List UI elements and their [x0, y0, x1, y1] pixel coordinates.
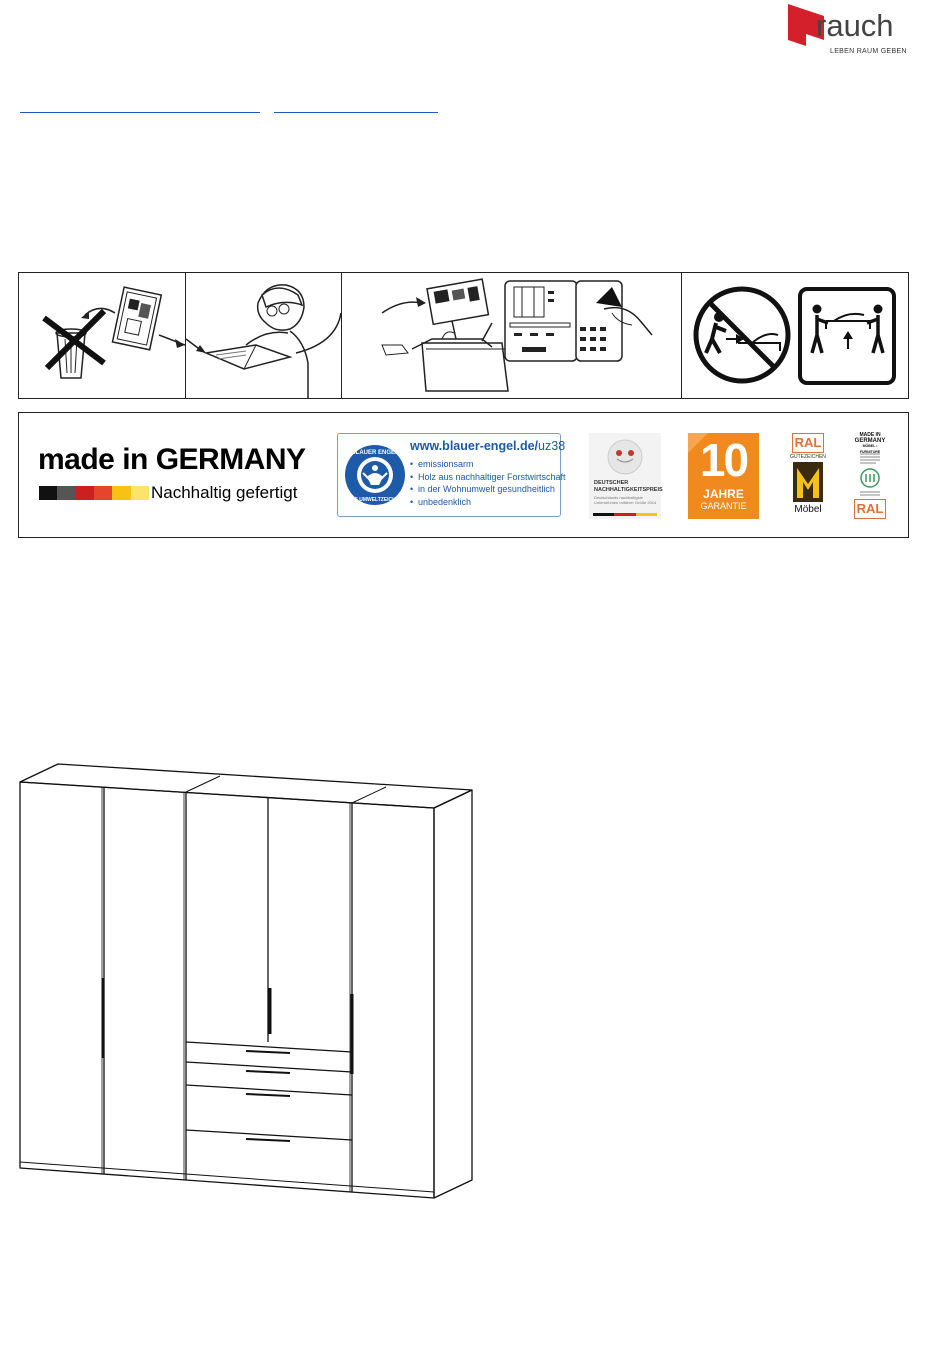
seal-bottom-text: DAS UMWELTZEICHEN	[347, 497, 403, 503]
nachhaltigkeitspreis-badge	[589, 433, 661, 519]
ral2-lines-icon	[852, 452, 888, 498]
seal-top-text: BLAUER ENGEL	[351, 450, 399, 456]
ral2-label: RAL	[854, 499, 886, 519]
list-item: • in der Wohnumwelt gesundheitlich	[410, 483, 566, 496]
ral2-header-line: GERMANY	[854, 437, 886, 444]
url-thin: uz38	[538, 439, 566, 453]
url-bold: www.blauer-engel.de/	[410, 439, 539, 453]
link-underline-1[interactable]	[20, 112, 260, 113]
lifting-warning-icon	[682, 273, 907, 398]
logo-wordmark: rauch	[816, 8, 894, 43]
instruction-strip	[18, 272, 909, 399]
panel-read-manual	[186, 273, 342, 398]
ral-made-in-germany-badge	[852, 433, 888, 519]
garantie-word: GARANTIE	[700, 501, 747, 511]
dnp-title-line: NACHHALTIGKEITSPREIS	[594, 486, 663, 493]
flag-color-bar	[39, 486, 149, 500]
ral-small-text: GÜTEZEICHEN	[790, 454, 826, 460]
list-item: • emissionsarm	[410, 458, 566, 471]
panel-keep-documents	[342, 273, 682, 398]
blauer-engel-seal-icon	[343, 443, 407, 507]
ral-guetezeichen-badge	[790, 433, 826, 519]
ral-label: RAL	[792, 433, 824, 453]
ral-m-glyph-icon	[793, 462, 823, 502]
list-item: • Holz aus nachhaltiger Forstwirtschaft	[410, 471, 566, 484]
logo-tagline[interactable]: LEBEN RAUM GEBEN	[830, 48, 907, 55]
made-in-germany-title: made in GERMANY	[38, 443, 306, 476]
list-item: • unbedenklich	[410, 496, 566, 509]
certification-strip	[18, 412, 909, 538]
read-manual-icon	[186, 273, 341, 398]
award-sphere-icon	[607, 437, 643, 477]
keep-documents-icon	[342, 273, 681, 398]
ral2-header-line: MADE IN	[859, 432, 881, 438]
panel-lifting-warning	[682, 273, 908, 398]
blauer-engel-badge[interactable]	[337, 433, 566, 517]
made-in-germany-subtitle: Nachhaltig gefertigt	[151, 483, 298, 502]
blauer-engel-list	[410, 458, 566, 508]
panel-do-not-discard	[19, 273, 186, 398]
dnp-title	[594, 480, 663, 493]
ral2-header-line: MÖBEL • FURNITURE	[859, 444, 881, 454]
dnp-flag-bar	[593, 513, 657, 516]
rauch-logo	[786, 2, 910, 62]
blauer-engel-url[interactable]	[410, 439, 565, 453]
garantie-badge	[688, 433, 759, 519]
garantie-number: 10	[699, 434, 748, 486]
dnp-subtitle: Deutschlands nachhaltigste Unternehmen mittlerer Größe 2014	[594, 495, 657, 505]
garantie-jahre: JAHRE	[703, 487, 744, 501]
ral-moebel-text: Möbel	[794, 504, 822, 515]
ral-m-icon	[793, 462, 823, 502]
do-not-discard-icon	[19, 273, 185, 398]
dnp-title-line: DEUTSCHER	[594, 480, 629, 486]
wardrobe-drawing	[0, 740, 500, 1210]
link-underline-2[interactable]	[274, 112, 438, 113]
